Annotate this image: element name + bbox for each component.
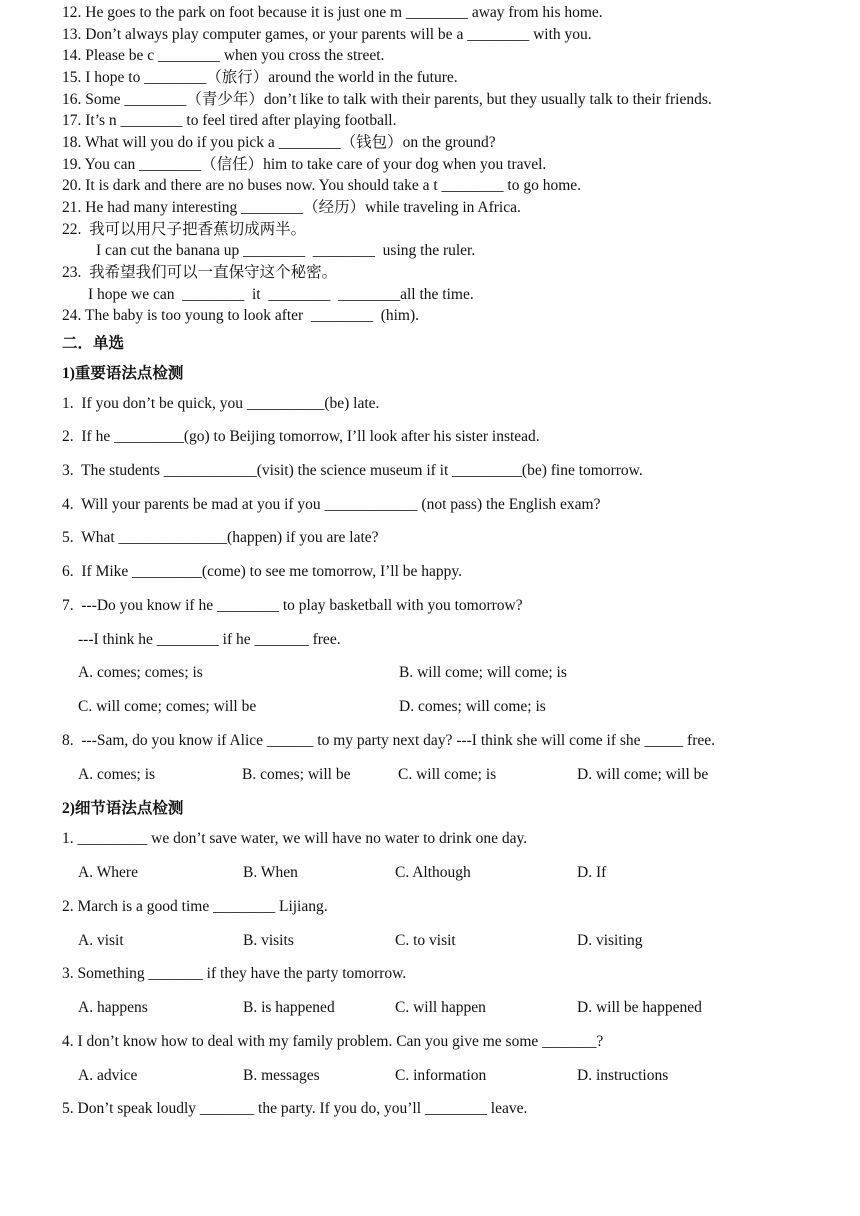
question-18: 18. What will you do if you pick a ________（钱包）on the ground? (62, 134, 496, 151)
question-22-english: I can cut the banana up ________ ________ using the ruler. (96, 242, 476, 259)
q7-option-c: C. will come; comes; will be (78, 698, 257, 715)
q8-option-a: A. comes; is (78, 766, 156, 783)
d1-option-a: A. Where (78, 864, 138, 881)
grammar-question-4: 4. Will your parents be mad at you if you ____________ (not pass) the English exam? (62, 496, 601, 513)
subsection-2-title: 2)细节语法点检测 (62, 800, 184, 817)
d2-option-b: B. visits (243, 932, 294, 949)
detail-question-1: 1. _________ we don’t save water, we will have no water to drink one day. (62, 830, 528, 847)
section-title: 二．单选 (62, 335, 125, 352)
subsection-1-title: 1)重要语法点检测 (62, 365, 184, 382)
question-22-chinese: 22. 我可以用尺子把香蕉切成两半。 (62, 221, 307, 238)
d1-option-b: B. When (243, 864, 298, 881)
grammar-question-6: 6. If Mike _________(come) to see me tomorrow, I’ll be happy. (62, 563, 463, 580)
question-17: 17. It’s n ________ to feel tired after playing football. (62, 112, 397, 129)
grammar-question-7: 7. ---Do you know if he ________ to play basketball with you tomorrow? (62, 597, 523, 614)
q7-option-a: A. comes; comes; is (78, 664, 203, 681)
question-13: 13. Don’t always play computer games, or your parents will be a ________ with you. (62, 26, 592, 43)
d3-option-b: B. is happened (243, 999, 335, 1016)
question-12: 12. He goes to the park on foot because it is just one m ________ away from his home. (62, 4, 603, 21)
question-19: 19. You can ________（信任）him to take care of your dog when you travel. (62, 156, 547, 173)
d3-option-d: D. will be happened (577, 999, 702, 1016)
question-23-chinese: 23. 我希望我们可以一直保守这个秘密。 (62, 264, 338, 281)
question-24: 24. The baby is too young to look after ________ (him). (62, 307, 420, 324)
d3-option-a: A. happens (78, 999, 148, 1016)
d2-option-c: C. to visit (395, 932, 456, 949)
d3-option-c: C. will happen (395, 999, 486, 1016)
d4-option-b: B. messages (243, 1067, 320, 1084)
question-21: 21. He had many interesting ________（经历）while traveling in Africa. (62, 199, 521, 216)
q7-option-b: B. will come; will come; is (399, 664, 567, 681)
d1-option-c: C. Although (395, 864, 471, 881)
d2-option-a: A. visit (78, 932, 124, 949)
d4-option-d: D. instructions (577, 1067, 669, 1084)
grammar-question-8: 8. ---Sam, do you know if Alice ______ to my party next day? ---I think she will come if she _____ free. (62, 732, 716, 749)
question-16: 16. Some ________（青少年）don’t like to talk with their parents, but they usually talk to their friends. (62, 91, 712, 108)
grammar-question-5: 5. What ______________(happen) if you are late? (62, 529, 379, 546)
detail-question-5: 5. Don’t speak loudly _______ the party. If you do, you’ll ________ leave. (62, 1100, 528, 1117)
d1-option-d: D. If (577, 864, 607, 881)
question-20: 20. It is dark and there are no buses now. You should take a t ________ to go home. (62, 177, 582, 194)
grammar-question-7-reply: ---I think he ________ if he _______ free. (78, 631, 341, 648)
question-15: 15. I hope to ________（旅行）around the world in the future. (62, 69, 458, 86)
grammar-question-2: 2. If he _________(go) to Beijing tomorrow, I’ll look after his sister instead. (62, 428, 540, 445)
q8-option-c: C. will come; is (398, 766, 497, 783)
q7-option-d: D. comes; will come; is (399, 698, 546, 715)
d2-option-d: D. visiting (577, 932, 643, 949)
grammar-question-1: 1. If you don’t be quick, you __________(be) late. (62, 395, 380, 412)
d4-option-a: A. advice (78, 1067, 138, 1084)
q8-option-b: B. comes; will be (242, 766, 351, 783)
d4-option-c: C. information (395, 1067, 487, 1084)
detail-question-4: 4. I don’t know how to deal with my family problem. Can you give me some _______? (62, 1033, 604, 1050)
q8-option-d: D. will come; will be (577, 766, 709, 783)
question-14: 14. Please be c ________ when you cross the street. (62, 47, 385, 64)
grammar-question-3: 3. The students ____________(visit) the science museum if it _________(be) fine tomorrow. (62, 462, 643, 479)
question-23-english: I hope we can ________ it ________ ________all the time. (88, 286, 474, 303)
detail-question-2: 2. March is a good time ________ Lijiang. (62, 898, 328, 915)
detail-question-3: 3. Something _______ if they have the party tomorrow. (62, 965, 407, 982)
